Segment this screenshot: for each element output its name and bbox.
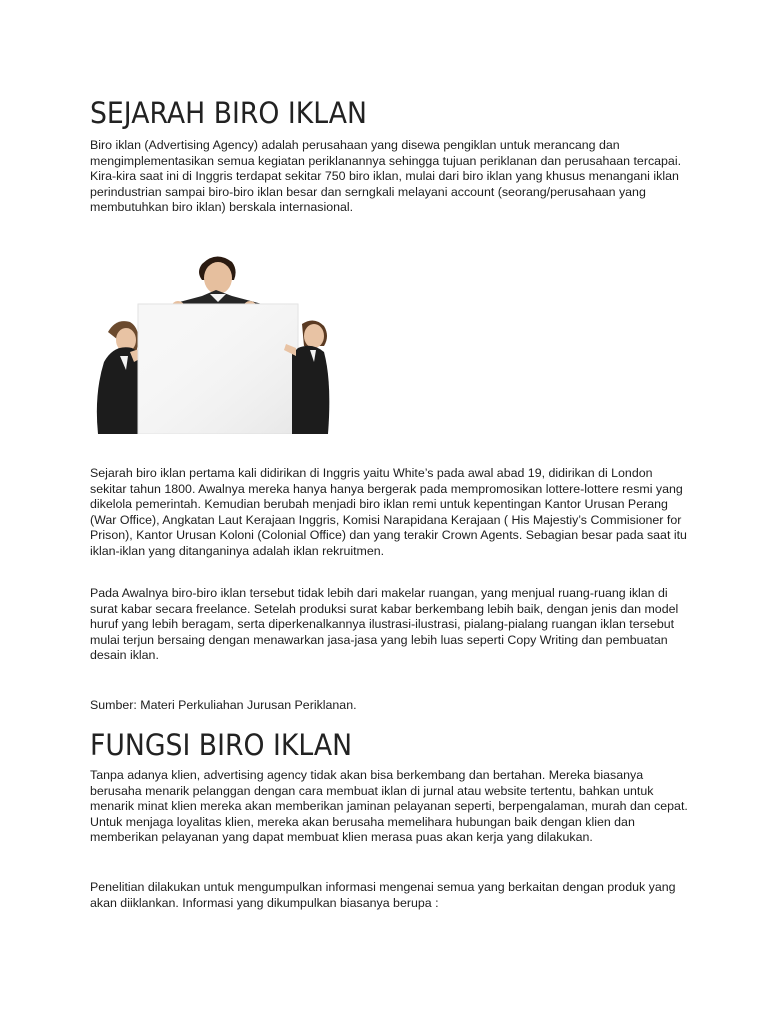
paragraph-early: Pada Awalnya biro-biro iklan tersebut tidak lebih dari makelar ruangan, yang menjual ruang-ruang iklan di surat kabar secara freelance. Setelah produksi surat kabar berkembang lebih baik, dengan jenis dan model huruf yang lebih beragam, serta diperkenalkannya ilustrasi-ilustrasi, pialang-pialang ruangan iklan tersebut mulai terjun bersaing dengan menawarkan jasa-jasa yang lebih luas seperti Copy Writing dan pembuatan desain iklan. bbox=[90, 586, 679, 663]
section-title-sejarah: SEJARAH BIRO IKLAN bbox=[90, 96, 367, 130]
paragraph-fungsi-1: Tanpa adanya klien, advertising agency tidak akan bisa berkembang dan bertahan. Mereka biasanya berusaha menarik pelanggan dengan cara membuat iklan di jurnal atau website tertentu, bahkan untuk menarik minat klien mereka akan memberikan jaminan pelayanan seperti, berpengalaman, murah dan cepat. Untuk menjaga loyalitas klien, mereka akan berusaha memelihara hubungan baik dengan klien dan memberikan pelayanan yang dapat membuat klien merasa puas akan kerja yang dilakukan. bbox=[90, 768, 688, 845]
paragraph-history: Sejarah biro iklan pertama kali didirikan di Inggris yaitu White’s pada awal abad 19, didirikan di London sekitar tahun 1800. Awalnya mereka hanya hanya bergerak pada mempromosikan lottere-lottere resmi yang dikelola pemerintah. Kemudian berubah menjadi biro iklan remi untuk kepentingan Kantor Urusan Perang (War Office), Angkatan Laut Kerajaan Inggris, Komisi Narapidana Kerajaan ( His Majestiy’s Commisioner for Prison), Kantor Urusan Koloni (Colonial Office) dan yang terakir Crown Agents. Sebagian besar pada saat itu iklan-iklan yang ditanganinya adalah iklan rekruitmen. bbox=[90, 466, 687, 558]
paragraph-intro: Biro iklan (Advertising Agency) adalah perusahaan yang disewa pengiklan untuk merancang dan mengimplementasikan semua kegiatan periklanannya sehingga tujuan periklanan dan perusahaan tercapai. Kira-kira saat ini di Inggris terdapat sekitar 750 biro iklan, mulai dari biro iklan yang khusus menangani iklan perindustrian sampai biro-biro iklan besar dan serngkali melayani account (seorang/perusahaan yang membutuhkan biro iklan) berskala internasional. bbox=[90, 138, 682, 215]
paragraph-fungsi-2: Penelitian dilakukan untuk mengumpulkan informasi mengenai semua yang berkaitan dengan produk yang akan diiklankan. Informasi yang dikumpulkan biasanya berupa : bbox=[90, 880, 676, 910]
man-center-figure bbox=[172, 256, 262, 311]
section-title-fungsi: FUNGSI BIRO IKLAN bbox=[90, 728, 353, 762]
source-note: Sumber: Materi Perkuliahan Jurusan Periklanan. bbox=[90, 698, 357, 712]
business-people-holding-board-image bbox=[90, 252, 340, 434]
